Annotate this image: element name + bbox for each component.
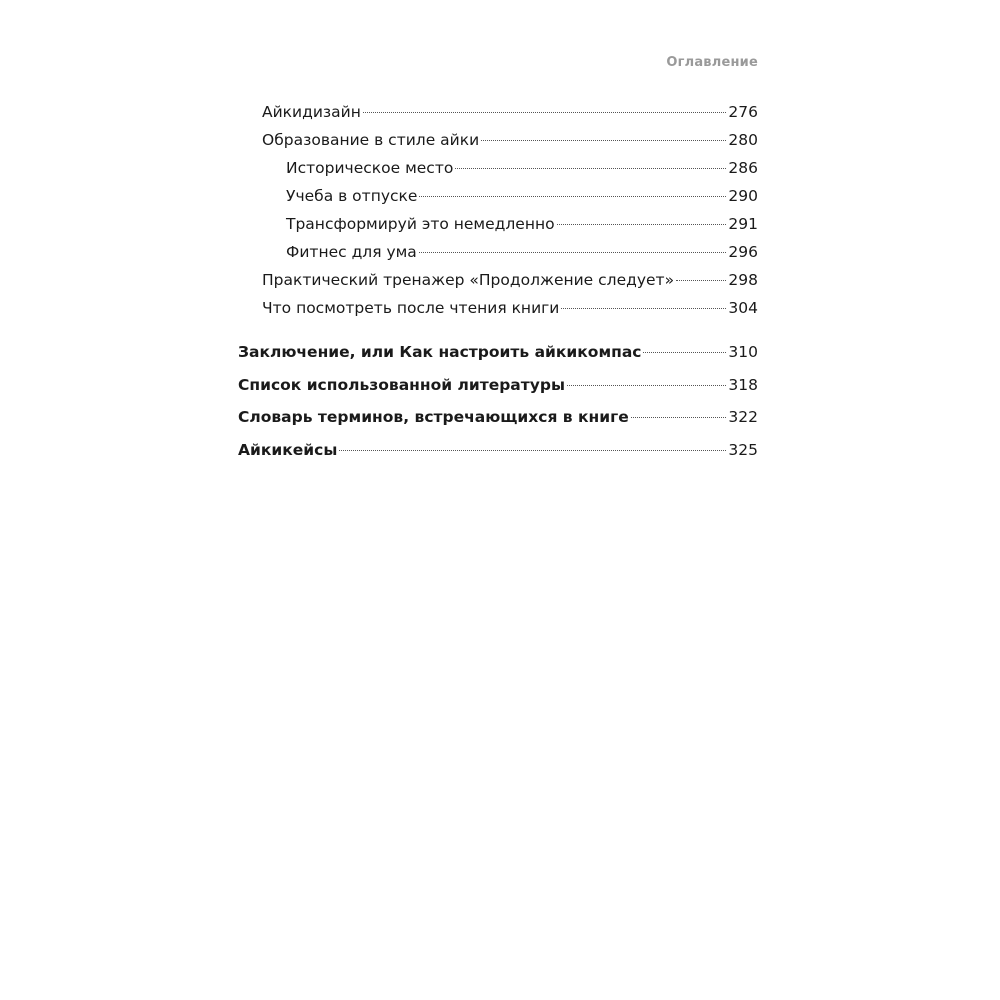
- toc-entry-page: 291: [728, 215, 758, 233]
- running-header: Оглавление: [666, 55, 758, 70]
- dot-leader: [631, 417, 727, 418]
- table-of-contents: [238, 103, 758, 473]
- dot-leader: [339, 450, 726, 451]
- toc-entry: [238, 215, 758, 243]
- toc-entry-title: Фитнес для ума: [286, 243, 417, 261]
- toc-entry-page: 296: [728, 243, 758, 261]
- toc-entry-title: Айкикейсы: [238, 440, 338, 459]
- toc-entry-page: 298: [728, 271, 758, 289]
- dot-leader: [455, 168, 726, 169]
- toc-entry-page: 286: [728, 159, 758, 177]
- toc-entry-page: 322: [728, 408, 758, 426]
- toc-entry-title: Образование в стиле айки: [262, 131, 480, 149]
- toc-entry-page: 290: [728, 187, 758, 205]
- dot-leader: [363, 112, 727, 113]
- toc-entry: [238, 131, 758, 159]
- toc-chapter-entry: [238, 376, 758, 409]
- toc-entry-title: Словарь терминов, встречающихся в книге: [238, 408, 629, 426]
- toc-entry-title: Что посмотреть после чтения книги: [262, 299, 560, 317]
- toc-entry-title: Учеба в отпуске: [286, 187, 418, 205]
- toc-entry-title: Заключение, или Как настроить айкикомпас: [238, 343, 642, 361]
- toc-entry-page: 276: [728, 103, 758, 121]
- dot-leader: [643, 352, 726, 353]
- toc-entry-title: Айкидизайн: [262, 103, 361, 121]
- toc-entry: [238, 271, 758, 299]
- toc-entry-page: 318: [728, 375, 758, 394]
- toc-entry: [238, 243, 758, 271]
- toc-entry-title: Трансформируй это немедленно: [286, 215, 555, 233]
- toc-entry: [238, 299, 758, 327]
- toc-entry-title: Историческое место: [286, 159, 454, 177]
- dot-leader: [676, 280, 726, 281]
- toc-chapter-entry: [238, 441, 758, 474]
- dot-leader: [557, 224, 727, 225]
- toc-entry: [238, 103, 758, 131]
- dot-leader: [567, 385, 726, 386]
- toc-entry-page: 280: [728, 131, 758, 149]
- toc-entry-page: 304: [728, 299, 758, 317]
- toc-entry-title: Практический тренажер «Продолжение следует»: [262, 271, 675, 289]
- toc-entry-title: Список использованной литературы: [238, 375, 565, 394]
- toc-entry-page: 310: [728, 343, 758, 361]
- dot-leader: [419, 196, 726, 197]
- toc-chapter-entry: [238, 408, 758, 441]
- dot-leader: [419, 252, 727, 253]
- dot-leader: [561, 308, 726, 309]
- toc-chapter-entry: [238, 343, 758, 376]
- toc-entry-page: 325: [728, 440, 758, 459]
- toc-entry: [238, 159, 758, 187]
- dot-leader: [481, 140, 726, 141]
- toc-entry: [238, 187, 758, 215]
